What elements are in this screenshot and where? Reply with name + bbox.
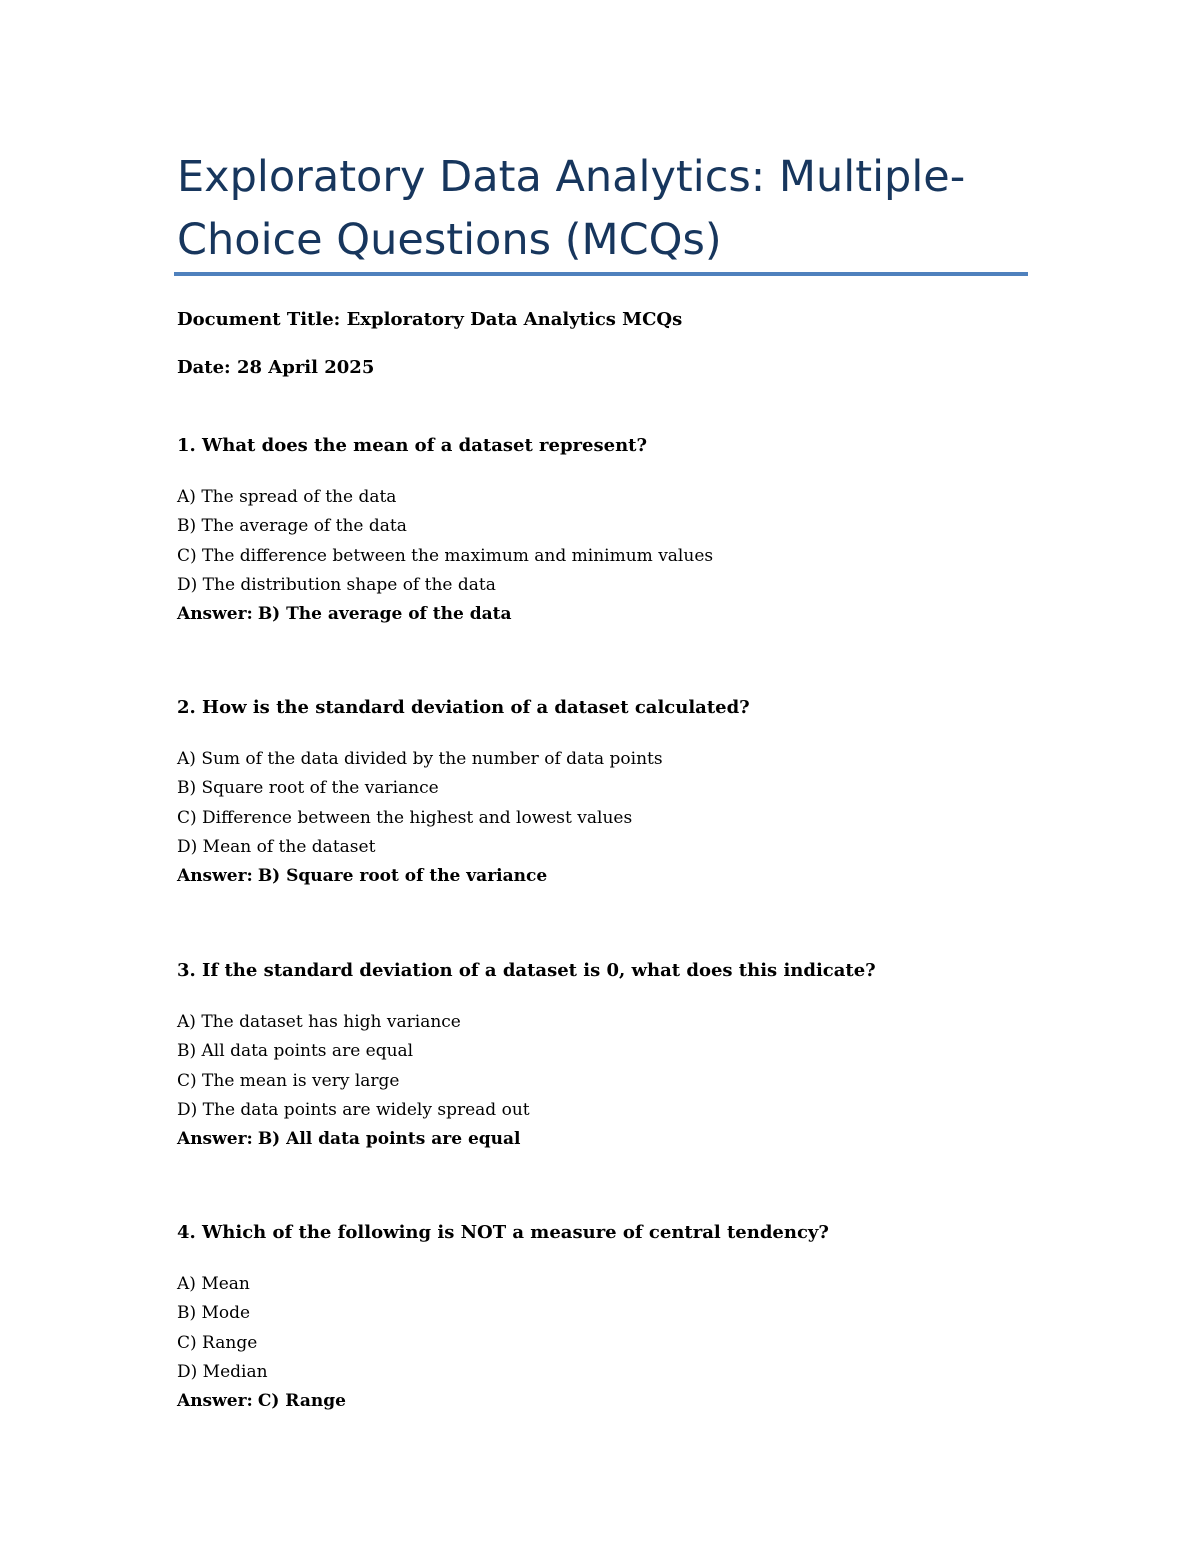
option-b: B) The average of the data	[177, 516, 407, 537]
option-d: D) The data points are widely spread out	[177, 1099, 530, 1120]
option-c: C) The mean is very large	[177, 1070, 400, 1091]
question-text: 4. Which of the following is NOT a measure of central tendency?	[177, 1222, 829, 1243]
option-d: D) Median	[177, 1361, 268, 1382]
option-list	[177, 1270, 1037, 1387]
option-d: D) Mean of the dataset	[177, 836, 376, 857]
answer-line	[177, 1125, 1037, 1154]
option-c: C) Range	[177, 1332, 258, 1353]
option-d: D) The distribution shape of the data	[177, 574, 496, 595]
question-2	[177, 696, 1037, 891]
option-a: A) Sum of the data divided by the number of data points	[177, 749, 663, 769]
option-list	[177, 483, 1037, 600]
question-text: 1. What does the mean of a dataset represent?	[177, 435, 648, 456]
question-text: 2. How is the standard deviation of a dataset calculated?	[177, 697, 750, 718]
heading-underline	[174, 272, 1028, 276]
answer-value: B) Square root of the variance	[257, 866, 548, 887]
option-c: C) Difference between the highest and lowest values	[177, 807, 633, 828]
option-b: B) Mode	[177, 1303, 251, 1324]
question-4	[177, 1221, 1037, 1416]
answer-label: Answer:	[177, 1129, 253, 1150]
answer-line	[177, 862, 1037, 891]
answer-label: Answer:	[177, 1391, 253, 1412]
option-b: B) Square root of the variance	[177, 778, 439, 799]
option-b: B) All data points are equal	[177, 1041, 414, 1062]
question-1	[177, 434, 1037, 629]
answer-line	[177, 1387, 1037, 1416]
option-a: A) The spread of the data	[177, 487, 397, 507]
question-text: 3. If the standard deviation of a dataset is 0, what does this indicate?	[177, 960, 876, 981]
option-a: A) Mean	[177, 1274, 250, 1294]
option-list	[177, 745, 1037, 862]
option-a: A) The dataset has high variance	[177, 1012, 461, 1032]
answer-label: Answer:	[177, 866, 253, 887]
answer-value: B) All data points are equal	[257, 1129, 521, 1150]
answer-value: B) The average of the data	[257, 604, 512, 625]
answer-line	[177, 600, 1037, 629]
answer-value: C) Range	[257, 1391, 346, 1412]
document-title-line: Document Title: Exploratory Data Analytics MCQs	[177, 309, 683, 330]
question-3	[177, 959, 1037, 1154]
document-date-line: Date: 28 April 2025	[177, 357, 375, 378]
option-c: C) The difference between the maximum and minimum values	[177, 545, 714, 566]
answer-label: Answer:	[177, 604, 253, 625]
option-list	[177, 1008, 1037, 1125]
document-heading: Exploratory Data Analytics: Multiple-Choice Questions (MCQs)	[177, 152, 966, 265]
